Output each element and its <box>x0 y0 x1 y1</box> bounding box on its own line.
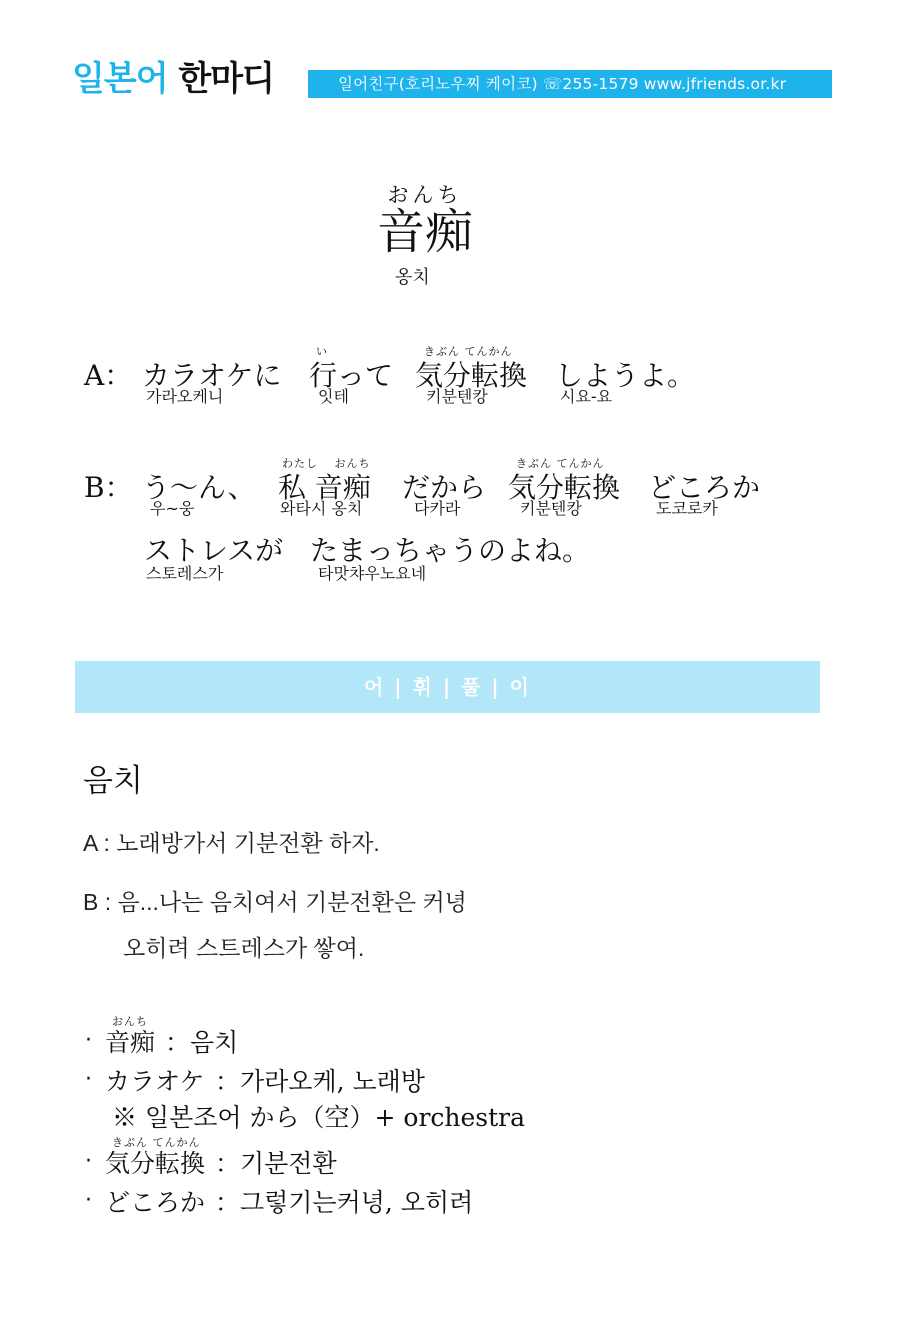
dialogue-b-word2-reading: 와타시 옹치 <box>280 499 363 518</box>
title-reading: 옹치 <box>395 267 430 288</box>
dialogue-b-word1-reading: 우~웅 <box>150 499 195 518</box>
dialogue-a-word2-ruby: い <box>316 345 328 358</box>
vocab-section-header: 어 | 휘 | 풀 | 이 <box>75 661 820 713</box>
dialogue-b-word2-ruby: わたし おんち <box>282 457 371 470</box>
dialogue-b-word2: 私 音痴 <box>278 471 371 504</box>
translation-line-b2: 오히려 스트레스가 쌓여. <box>123 935 365 961</box>
translation-title: 음치 <box>83 763 143 798</box>
bullet: · <box>85 1149 92 1174</box>
title-kanji: 音痴 <box>376 204 473 260</box>
dialogue-a-word1: カラオケに <box>142 359 282 392</box>
dialogue-a-word3-ruby: きぶん てんかん <box>424 345 513 358</box>
brand-part1: 일본어 <box>72 59 168 99</box>
dialogue-b-word1: う～ん、 <box>142 471 256 504</box>
vocab-2-note: ※ 일본조어 から（空）+ orchestra <box>112 1103 526 1132</box>
brand-part2: 한마디 <box>178 59 274 99</box>
vocab-4-term: どころか <box>105 1188 206 1217</box>
speaker-a: A： <box>84 359 133 392</box>
dialogue-b-word4: 気分転換 <box>508 471 621 504</box>
dialogue-a-word3: 気分転換 <box>415 359 528 392</box>
brand-title <box>72 59 274 99</box>
vocab-4-meaning: ：그렇기는커녕, 오히려 <box>215 1188 474 1217</box>
dialogue-b-word5-reading: 도코로카 <box>656 499 718 518</box>
dialogue-a-word4-reading: 시요-요 <box>560 387 613 406</box>
dialogue-b-word4-ruby: きぶん てんかん <box>516 457 605 470</box>
vocab-2-term: カラオケ <box>105 1067 205 1096</box>
dialogue-b-word3-reading: 다카라 <box>414 499 461 518</box>
vocab-3-meaning: ：기분전환 <box>215 1149 337 1178</box>
dialogue-b-word7-reading: 타맛챠우노요네 <box>318 564 427 583</box>
vocab-2-meaning: ：가라오케, 노래방 <box>215 1067 425 1096</box>
bullet: · <box>85 1188 92 1213</box>
title-word <box>350 183 500 260</box>
translation-line-b1: B : 음...나는 음치여서 기분전환은 커녕 <box>83 889 467 915</box>
vocab-3-ruby: きぶん てんかん <box>112 1136 201 1149</box>
vocab-3-term: 気分転換 <box>105 1149 206 1178</box>
title-ruby: おんち <box>387 183 463 207</box>
dialogue-b-word7: たまっちゃうのよね。 <box>310 534 591 567</box>
dialogue-b-word6-reading: 스토레스가 <box>146 564 224 583</box>
dialogue-b-word4-reading: 키분텐캉 <box>520 499 582 518</box>
vocab-1-term: 音痴 <box>105 1028 156 1057</box>
dialogue-a-word3-reading: 키분텐캉 <box>426 387 488 406</box>
vocab-1-meaning: ：음치 <box>165 1028 239 1057</box>
dialogue-b-word6: ストレスが <box>144 534 284 567</box>
dialogue-b-word3: だから <box>402 471 487 504</box>
dialogue-b-word5: どころか <box>648 471 761 504</box>
speaker-b: B： <box>84 471 133 504</box>
translation-line-a: A : 노래방가서 기분전환 하자. <box>83 830 380 856</box>
bullet: · <box>85 1067 92 1092</box>
dialogue-a-word1-reading: 가라오케니 <box>146 387 224 406</box>
contact-info-bar: 일어친구(호리노우찌 케이코) ☏255-1579 www.jfriends.or.kr <box>308 70 832 98</box>
bullet: · <box>85 1028 92 1053</box>
vocab-1-ruby: おんち <box>112 1015 148 1028</box>
dialogue-a-word4: しようよ。 <box>555 359 696 392</box>
dialogue-a-word2: 行って <box>309 359 394 392</box>
dialogue-a-word2-reading: 잇테 <box>318 387 349 406</box>
